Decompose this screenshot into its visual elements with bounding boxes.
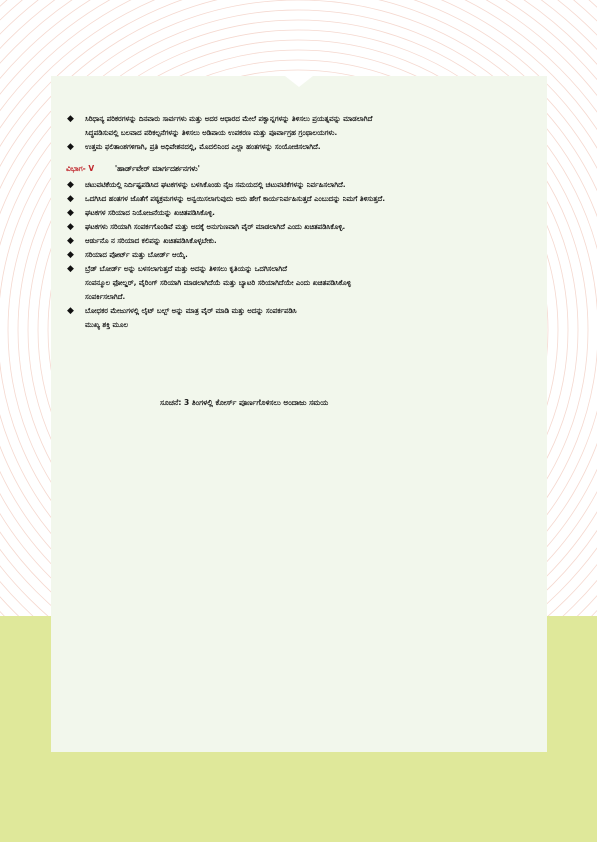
diamond-bullet-icon: ◆ [67,208,74,218]
diamond-bullet-icon: ◆ [67,194,74,204]
section-label: ವಿಭಾಗ- V [66,164,95,173]
hardware-guidelines-list [66,178,541,332]
diamond-bullet-icon: ◆ [67,236,74,246]
page-body [66,112,541,332]
list-item: ◆ ಬ್ರೆಡ್ ಬೋರ್ಡ್ ಅನ್ನು ಬಳಸಲಾಗುತ್ತದೆ ಮತ್ತು ಅದನ್ನು ತಿಳಿಸಲು ಕೃತಿಯನ್ನು ಒದಗಿಸಲಾಗಿದೆ ಸಂಪನ್ಮೂಲ ಫೋಲ್ಡರ್, ವೈರಿಂಗ್ ಸರಿಯಾಗಿ ಮಾಡಲಾಗಿದೆಯೆ ಮತ್ತು ಬ್ಯಾಟರಿ ಸರಿಯಾಗಿದೆಯೇ ಎಂದು ಖಚಿತಪಡಿಸಿಕೊಳ್ಳಿ ಸಂಪರ್ಕಿಸಲಾಗಿದೆ. [67,264,351,301]
footer-note: ಸೂಚನೆ: 3 ತಿಂಗಳಲ್ಲಿ ಕೋರ್ಸ್ ಪೂರ್ಣಗೊಳಿಸಲು ಅಂದಾಜು ಸಮಯ [160,398,329,407]
diamond-bullet-icon: ◆ [67,250,74,260]
section-title: 'ಹಾರ್ಡ್‌ವೇರ್ ಮಾರ್ಗದರ್ಶನಗಳು' [114,164,200,173]
list-item: ◆ ಉತ್ತಮ ಫಲಿತಾಂಶಗಳಿಗಾಗಿ, ಪ್ರತಿ ಅಧಿವೇಶನದಲ್ಲಿ, ಮೊದಲಿನಿಂದ ಎಲ್ಲಾ ಹಂತಗಳನ್ನು ಸಂಯೋಜಿಸಲಾಗಿದೆ. [67,142,321,152]
list-item: ◆ ಘಟಕಗಳ ಸರಿಯಾದ ನಿಯೋಜನೆಯನ್ನು ಖಚಿತಪಡಿಸಿಕೊಳ್ಳಿ. [67,208,215,218]
list-item: ◆ ಸಿರಿಧಾನ್ಯ ಪರಿಕರಗಳನ್ನು ದಿನವಾರು ಸಾರ್ವಗಳು ಮತ್ತು ಅದರ ಆಧಾರದ ಮೇಲೆ ಪಕ್ವಾನ್ನಗಳನ್ನು ತಿಳಿಸಲು ಪ್ರಯತ್ನವನ್ನು ಮಾಡಲಾಗಿದೆ ಸಿದ್ಧಪಡಿಸುವಲ್ಲಿ ಬಲವಾದ ಪರಿಕಲ್ಪನೆಗಳನ್ನು ತಿಳಿಸಲು ಅಡಿಪಾಯ ಉಪಕರಣ ಮತ್ತು ಪೂರ್ವಾಗ್ರಹ ಗ್ರಂಥಾಲಯಗಳು. [67,114,373,137]
diamond-bullet-icon: ◆ [67,264,74,274]
diamond-bullet-icon: ◆ [67,142,74,152]
list-item: ◆ ಘಟಕಗಳು ಸರಿಯಾಗಿ ಸಂಪರ್ಕಗೊಂಡಿವೆ ಮತ್ತು ಅದಕ್ಕೆ ಅನುಗುಣವಾಗಿ ವೈರ್ ಮಾಡಲಾಗಿದೆ ಎಂದು ಖಚಿತಪಡಿಸಿಕೊಳ್ಳಿ. [67,222,346,232]
list-item: ◆ ಒದಗಿಸಿದ ಹಂತಗಳ ಜೊತೆಗೆ ಪಠ್ಯಕ್ರಮಗಳನ್ನು ಅನ್ವಯಿಸಲಾಗುವುದು ಅದು ಹೇಗೆ ಕಾರ್ಯನಿರ್ವಹಿಸುತ್ತದೆ ಎಂಬುದನ್ನು ನಿಮಗೆ ತಿಳಿಸುತ್ತದೆ. [67,194,385,204]
section-heading [66,162,541,176]
list-item: ◆ ಸರಿಯಾದ ಪೋರ್ಟ್ ಮತ್ತು ಬೋರ್ಡ್ ಆಯ್ಕೆ. [67,250,188,260]
card-notch [285,76,313,87]
diamond-bullet-icon: ◆ [67,222,74,232]
list-item: ◆ ಆರ್ಡುನೊ ನ ಸರಿಯಾದ ಕಲಿಪನ್ನು ಖಚಿತಪಡಿಸಿಕೊಳ್ಳಬೇಕು. [67,236,217,246]
diamond-bullet-icon: ◆ [67,114,74,124]
list-item: ◆ ಬೋಧಕರ ಮೇಜುಗಳಲ್ಲಿ ಲೈಟ್ ಬಲ್ಬ್ ಅನ್ನು ಮಾತ್ರ ವೈರ್ ಮಾಡಿ ಮತ್ತು ಅದನ್ನು ಸಂಪರ್ಕಪಡಿಸಿ ಮುಖ್ಯ ಶಕ್ತಿ ಮೂಲ [67,306,297,329]
diamond-bullet-icon: ◆ [67,180,74,190]
diamond-bullet-icon: ◆ [67,306,74,316]
intro-bullet-list [66,112,541,154]
list-item: ◆ ಚಟುವಟಿಕೆಯಲ್ಲಿ ನಿರ್ದಿಷ್ಟಪಡಿಸಿದ ಘಟಕಗಳನ್ನು ಬಳಸಿಕೊಂಡು ನೈಜ ಸಮಯದಲ್ಲಿ ಚಟುವಟಿಕೆಗಳನ್ನು ನಿರ್ವಹಿಸಲಾಗಿದೆ. [67,180,346,190]
